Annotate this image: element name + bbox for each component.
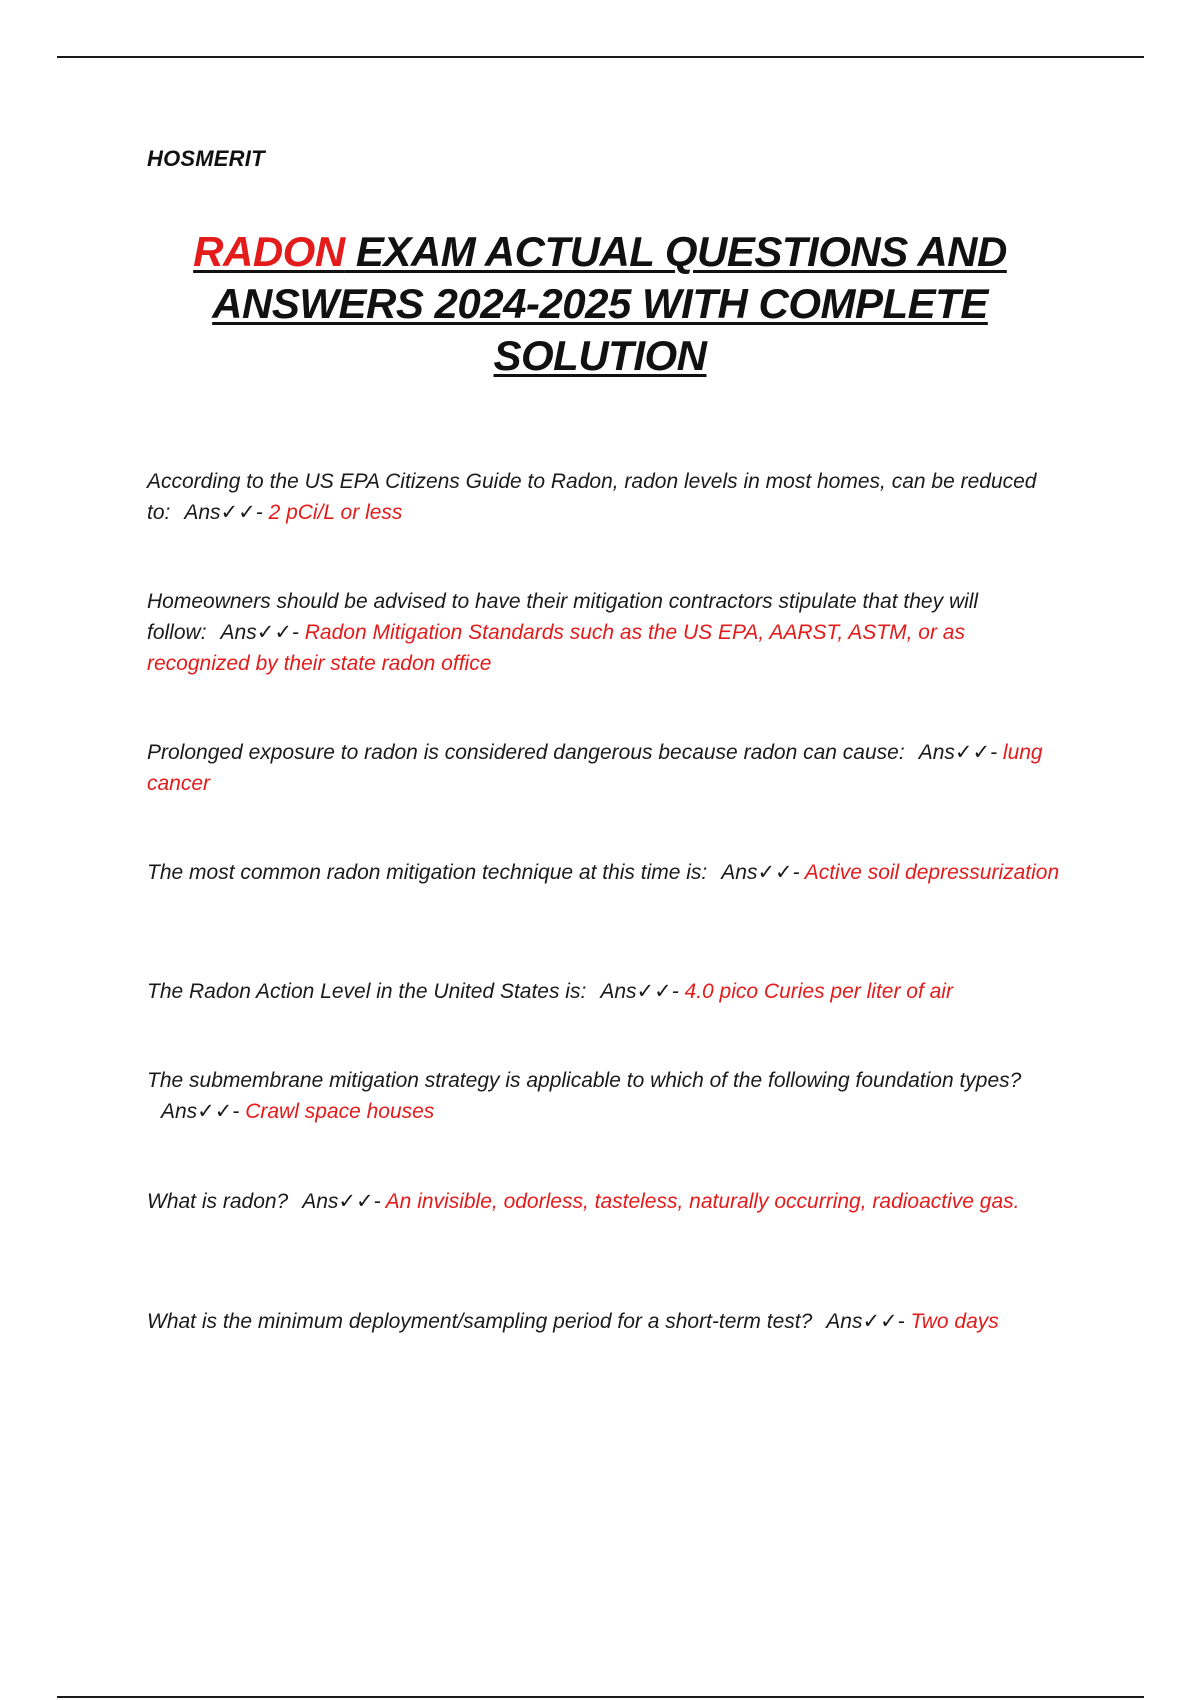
answer-label: Ans✓✓- — [918, 741, 998, 764]
qa-item-6 — [147, 1065, 1067, 1127]
qa-item-7 — [147, 1186, 1067, 1217]
question-text: What is radon? — [147, 1190, 289, 1213]
top-rule — [57, 56, 1144, 58]
answer-text: Crawl space houses — [239, 1100, 435, 1123]
answer-text: 2 pCi/L or less — [262, 501, 403, 524]
answer-label: Ans✓✓- — [161, 1100, 240, 1123]
brand-name: HOSMERIT — [147, 146, 265, 171]
answer-label: Ans✓✓- — [184, 501, 263, 524]
qa-item-8 — [147, 1306, 1067, 1337]
question-text: The Radon Action Level in the United States is: — [147, 980, 587, 1003]
answer-label: Ans✓✓- — [600, 980, 679, 1003]
bottom-rule — [57, 1696, 1144, 1698]
answer-text: Radon Mitigation Standards such as the US EPA, AARST, ASTM, or as recognized by their state radon office — [147, 621, 965, 675]
qa-item-5 — [147, 976, 1067, 1007]
qa-item-1 — [147, 466, 1067, 528]
answer-label: Ans✓✓- — [302, 1190, 381, 1213]
qa-item-4 — [147, 857, 1067, 888]
qa-item-3 — [147, 737, 1067, 799]
answer-label: Ans✓✓- — [826, 1310, 905, 1333]
title-rest: EXAM ACTUAL QUESTIONS AND ANSWERS 2024-2025 WITH COMPLETE SOLUTION — [212, 228, 1007, 379]
answer-text: Active soil depressurization — [799, 861, 1060, 884]
document-title — [130, 226, 1070, 382]
answer-label: Ans✓✓- — [220, 621, 299, 644]
qa-item-2 — [147, 586, 1067, 679]
question-text: Prolonged exposure to radon is considered dangerous because radon can cause: — [147, 741, 905, 764]
question-text: What is the minimum deployment/sampling period for a short-term test? — [147, 1310, 813, 1333]
title-accent: RADON — [193, 228, 345, 275]
answer-text: An invisible, odorless, tasteless, naturally occurring, radioactive gas. — [380, 1190, 1020, 1213]
question-text: The submembrane mitigation strategy is applicable to which of the following foundation types? — [147, 1069, 1022, 1092]
question-text: According to the US EPA Citizens Guide to Radon, radon levels in most homes, can be reduced to: — [147, 470, 1037, 524]
question-text: Homeowners should be advised to have their mitigation contractors stipulate that they will follow: — [147, 590, 979, 644]
question-text: The most common radon mitigation technique at this time is: — [147, 861, 708, 884]
answer-label: Ans✓✓- — [721, 861, 800, 884]
answer-text: lung cancer — [147, 741, 1043, 795]
answer-text: Two days — [904, 1310, 999, 1333]
answer-text: 4.0 pico Curies per liter of air — [678, 980, 953, 1003]
